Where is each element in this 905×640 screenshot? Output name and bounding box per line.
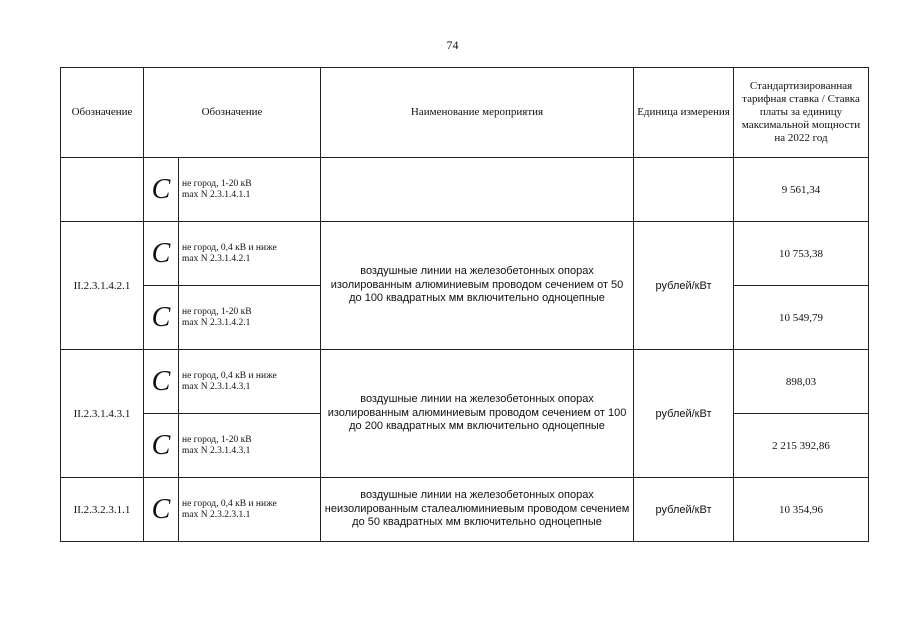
rate-value: 10 549,79 xyxy=(734,286,869,350)
condition-max: max N 2.3.1.4.1.1 xyxy=(182,189,251,200)
measure-name xyxy=(321,158,634,222)
rate-value: 2 215 392,86 xyxy=(734,414,869,478)
header-rate: Стандартизированная тарифная ставка / Ставка платы за единицу максимальной мощности на 2022 год xyxy=(734,68,869,158)
condition-cell xyxy=(179,158,321,222)
unit-cell: рублей/кВт xyxy=(634,478,734,542)
symbol-c-glyph: C xyxy=(151,237,171,269)
condition-cell xyxy=(179,350,321,414)
row-code: II.2.3.2.3.1.1 xyxy=(61,478,144,542)
condition-max: max N 2.3.1.4.2.1 xyxy=(182,253,251,264)
unit-cell: рублей/кВт xyxy=(634,350,734,478)
measure-name: воздушные линии на железобетонных опорах изолированным алюминиевым проводом сечением от 100 до 200 квадратных мм включительно одноцепные xyxy=(321,350,634,478)
condition-text: не город, 0,4 кВ и ниже xyxy=(182,498,277,509)
condition-cell xyxy=(179,478,321,542)
symbol-c xyxy=(144,478,179,542)
symbol-c xyxy=(144,222,179,286)
rate-value: 10 753,38 xyxy=(734,222,869,286)
condition-text: не город, 1-20 кВ xyxy=(182,434,252,445)
symbol-c-glyph: C xyxy=(151,365,171,397)
condition-max: max N 2.3.1.4.2.1 xyxy=(182,317,251,328)
symbol-c-glyph: C xyxy=(151,429,171,461)
header-row xyxy=(61,68,869,158)
table-row xyxy=(61,350,869,414)
table-row xyxy=(61,222,869,286)
condition-cell xyxy=(179,222,321,286)
condition-text: не город, 1-20 кВ xyxy=(182,178,252,189)
row-code: II.2.3.1.4.3.1 xyxy=(61,350,144,478)
row-code: II.2.3.1.4.2.1 xyxy=(61,222,144,350)
condition-max: max N 2.3.1.4.3.1 xyxy=(182,445,251,456)
unit-cell: рублей/кВт xyxy=(634,222,734,350)
rate-value: 898,03 xyxy=(734,350,869,414)
symbol-c xyxy=(144,350,179,414)
header-designation-1: Обозначение xyxy=(61,68,144,158)
header-designation-2: Обозначение xyxy=(144,68,321,158)
rate-value: 9 561,34 xyxy=(734,158,869,222)
condition-text: не город, 0,4 кВ и ниже xyxy=(182,242,277,253)
symbol-c xyxy=(144,286,179,350)
table-row xyxy=(61,158,869,222)
rate-value: 10 354,96 xyxy=(734,478,869,542)
table-row xyxy=(61,478,869,542)
condition-text: не город, 0,4 кВ и ниже xyxy=(182,370,277,381)
symbol-c xyxy=(144,158,179,222)
symbol-c-glyph: C xyxy=(151,301,171,333)
condition-max: max N 2.3.1.4.3.1 xyxy=(182,381,251,392)
measure-name: воздушные линии на железобетонных опорах неизолированным сталеалюминиевым проводом сечением до 50 квадратных мм включительно одноцепные xyxy=(321,478,634,542)
condition-cell xyxy=(179,286,321,350)
header-unit: Единица измерения xyxy=(634,68,734,158)
symbol-c-glyph: C xyxy=(151,173,171,205)
page-number: 74 xyxy=(446,38,459,52)
symbol-c-glyph: C xyxy=(151,493,171,525)
condition-cell xyxy=(179,414,321,478)
header-measure-name: Наименование мероприятия xyxy=(321,68,634,158)
measure-name: воздушные линии на железобетонных опорах изолированным алюминиевым проводом сечением от 50 до 100 квадратных мм включительно одноцепные xyxy=(321,222,634,350)
condition-text: не город, 1-20 кВ xyxy=(182,306,252,317)
symbol-c xyxy=(144,414,179,478)
row-code xyxy=(61,158,144,222)
condition-max: max N 2.3.2.3.1.1 xyxy=(182,509,251,520)
unit-cell xyxy=(634,158,734,222)
tariff-table xyxy=(60,67,869,542)
